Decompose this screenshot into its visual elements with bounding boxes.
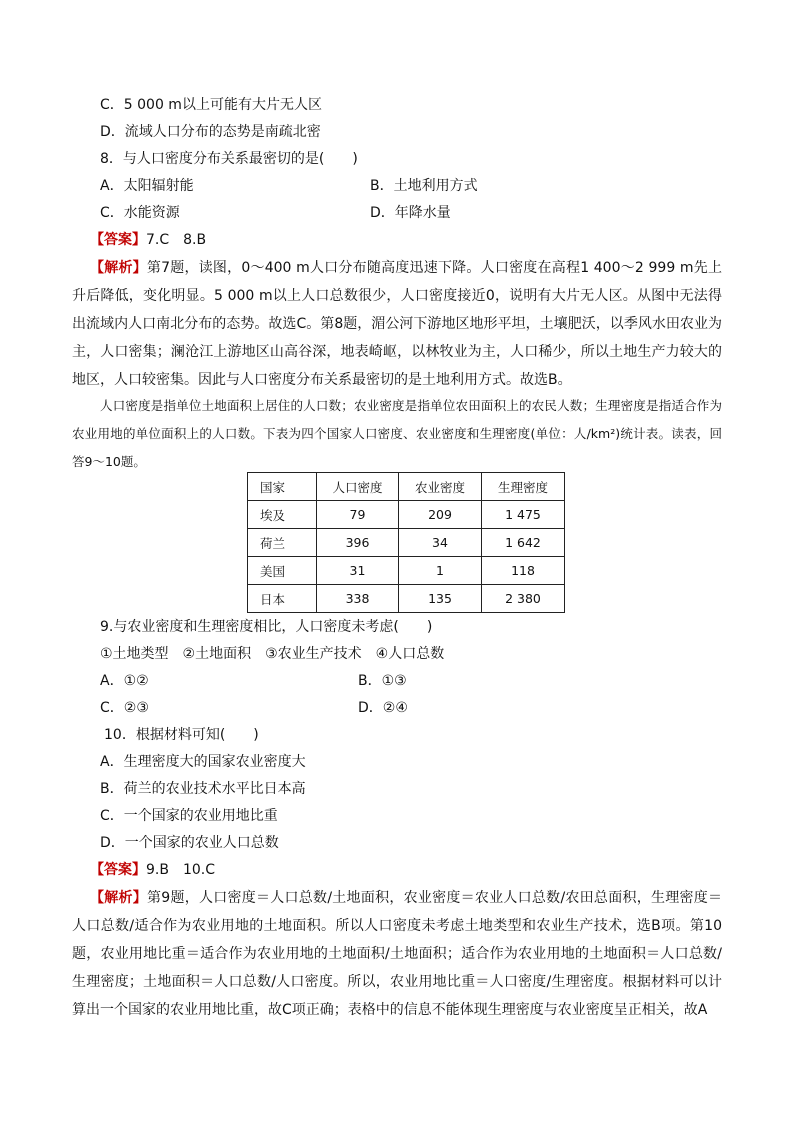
table-cell: 396 (317, 529, 399, 557)
q8-option-b: B．土地利用方式 (370, 178, 478, 194)
table-cell: 1 (399, 557, 482, 585)
answer-label: 【答案】 (90, 862, 146, 878)
analysis-label: 【解析】 (90, 260, 147, 276)
table-cell: 1 475 (482, 501, 565, 529)
q10-option-d: D．一个国家的农业人口总数 (100, 835, 279, 851)
analysis-7-8 (72, 254, 722, 394)
table-cell: 209 (399, 501, 482, 529)
table-header-row (248, 473, 565, 501)
analysis-text: 第7题，读图，0～400 m人口分布随高度迅速下降。人口密度在高程1 400～2 999 m先上升后降低，变化明显。5 000 m以上人口总数很少，人口密度接近0，说明有大片无人区。从图中无法得出流域内人口南北分布的态势。故选C。第8题，湄公河下游地区地形平坦，土壤肥沃，以季风水田农业为主，人口密集；澜沧江上游地区山高谷深，地表崎岖，以林牧业为主，人口稀少，所以土地生产力较大的地区，人口较密集。因此与人口密度分布关系最密切的是土地利用方式。故选B。 (72, 260, 722, 388)
table-cell: 2 380 (482, 585, 565, 613)
q7-option-d: D．流域人口分布的态势是南疏北密 (100, 124, 321, 140)
table-cell: 31 (317, 557, 399, 585)
q10-option-a: A．生理密度大的国家农业密度大 (100, 754, 306, 770)
table-header: 生理密度 (482, 473, 565, 501)
q9-items: ①土地类型 ②土地面积 ③农业生产技术 ④人口总数 (100, 646, 445, 662)
analysis-text: 第9题，人口密度＝人口总数/土地面积，农业密度＝农业人口总数/农田总面积，生理密度＝人口总数/适合作为农业用地的土地面积。所以人口密度未考虑土地类型和农业生产技术，选B项。第10题，农业用地比重＝适合作为农业用地的土地面积/土地面积；适合作为农业用地的土地面积＝人口总数/生理密度；土地面积＝人口总数/人口密度。所以，农业用地比重＝人口密度/生理密度。根据材料可以计算出一个国家的农业用地比重，故C项正确；表格中的信息不能体现生理密度与农业密度呈正相关，故A (72, 890, 723, 1018)
table-cell: 338 (317, 585, 399, 613)
q9-option-a: A．①② (100, 673, 149, 689)
answer-9-10 (90, 860, 215, 880)
table-row (248, 501, 565, 529)
density-table (247, 472, 565, 613)
table-cell: 118 (482, 557, 565, 585)
table-cell: 日本 (248, 585, 317, 613)
answer-value: 9.B 10.C (146, 862, 216, 878)
q9-option-c: C．②③ (100, 700, 149, 716)
analysis-label: 【解析】 (90, 890, 148, 906)
table-cell: 1 642 (482, 529, 565, 557)
table-cell: 135 (399, 585, 482, 613)
q9-option-d: D．②④ (358, 700, 408, 716)
q9-stem: 9.与农业密度和生理密度相比，人口密度未考虑( ) (100, 619, 433, 635)
q8-option-a: A．太阳辐射能 (100, 178, 194, 194)
answer-value: 7.C 8.B (146, 232, 207, 248)
material-text: 人口密度是指单位土地面积上居住的人口数；农业密度是指单位农田面积上的农民人数；生理密度是指适合作为农业用地的单位面积上的人口数。下表为四个国家人口密度、农业密度和生理密度(单位：人/km²)统计表。读表，回答9～10题。 (72, 398, 722, 469)
q8-option-c: C．水能资源 (100, 205, 180, 221)
table-cell: 34 (399, 529, 482, 557)
table-header: 农业密度 (399, 473, 482, 501)
table-row (248, 529, 565, 557)
table-cell: 埃及 (248, 501, 317, 529)
answer-7-8 (90, 230, 206, 250)
table-header: 国家 (248, 473, 317, 501)
q10-option-c: C．一个国家的农业用地比重 (100, 808, 278, 824)
q8-option-d: D．年降水量 (370, 205, 451, 221)
q8-stem: 8．与人口密度分布关系最密切的是( ) (100, 151, 358, 167)
table-cell: 荷兰 (248, 529, 317, 557)
q10-stem: 10．根据材料可知( ) (104, 727, 259, 743)
table-cell: 美国 (248, 557, 317, 585)
answer-label: 【答案】 (90, 232, 146, 248)
table-cell: 79 (317, 501, 399, 529)
table-row (248, 557, 565, 585)
q7-option-c: C．5 000 m以上可能有大片无人区 (100, 97, 322, 113)
q10-option-b: B．荷兰的农业技术水平比日本高 (100, 781, 306, 797)
analysis-9-10 (72, 884, 722, 1024)
table-row (248, 585, 565, 613)
q9-option-b: B．①③ (358, 673, 407, 689)
table-header: 人口密度 (317, 473, 399, 501)
